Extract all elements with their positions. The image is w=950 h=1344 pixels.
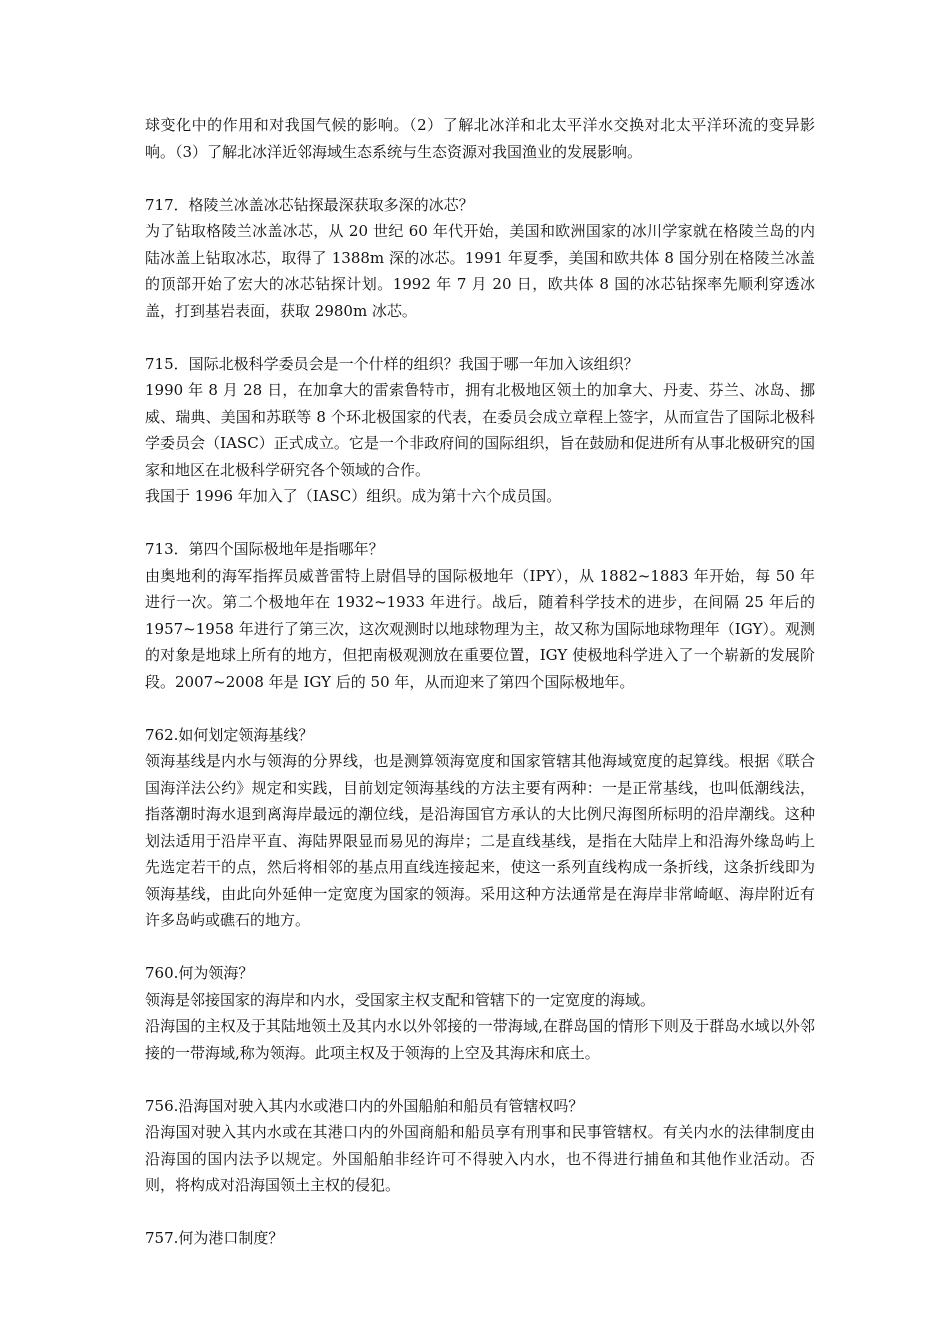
answer-body [145, 218, 815, 324]
question-title: 757.何为港口制度？ [145, 1229, 284, 1247]
answer-body [145, 748, 815, 934]
question-title: 717．格陵兰冰盖冰芯钻探最深获取多深的冰芯？ [145, 195, 474, 214]
answer-text: 沿海国对驶入其内水或在其港口内的外国商船和船员享有刑事和民事管辖权。有关内水的法律制度由沿海国的国内法予以规定。外国船舶非经许可不得驶入内水，也不得进行捕鱼和其他作业活动。否则，将构成对沿海国领土主权的侵犯。 [145, 1123, 815, 1194]
answer-text: 沿海国的主权及于其陆地领土及其内水以外邻接的一带海域,在群岛国的情形下则及于群岛水域以外邻接的一带海域,称为领海。此项主权及于领海的上空及其海床和底土。 [145, 1017, 815, 1062]
qa-entry-760 [145, 960, 815, 1066]
answer-text: 领海基线是内水与领海的分界线，也是测算领海宽度和国家管辖其他海域宽度的起算线。根据《联合国海洋法公约》规定和实践，目前划定领海基线的方法主要有两种：一是正常基线，也叫低潮线法，指落潮时海水退到离海岸最远的潮位线，是沿海国官方承认的大比例尺海图所标明的沿岸潮线。这种划法适用于沿岸平直、海陆界限显而易见的海岸；二是直线基线，是指在大陆岸上和沿海外缘岛屿上先选定若干的点，然后将相邻的基点用直线连接起来，使这一系列直线构成一条折线，这条折线即为领海基线，由此向外延伸一定宽度为国家的领海。采用这种方法通常是在海岸非常崎岖、海岸附近有许多岛屿或礁石的地方。 [145, 752, 815, 929]
answer-text: 为了钻取格陵兰冰盖冰芯，从 20 世纪 60 年代开始，美国和欧洲国家的冰川学家就在格陵兰岛的内陆冰盖上钻取冰芯，取得了 1388m 深的冰芯。1991 年夏季，美国和欧共体 8 国分别在格陵兰冰盖的顶部开始了宏大的冰芯钻探计划。1992 年 7 月 20 日，欧共体 8 国的冰芯钻探率先顺利穿透冰盖，打到基岩表面，获取 2980m 冰芯。 [145, 222, 815, 320]
qa-entry-717 [145, 192, 815, 325]
answer-body [145, 563, 815, 696]
intro-text: 球变化中的作用和对我国气候的影响。（2）了解北冰洋和北太平洋水交换对北太平洋环流的变异影响。（3）了解北冰洋近邻海域生态系统与生态资源对我国渔业的发展影响。 [145, 116, 815, 161]
intro-paragraph [145, 112, 815, 165]
answer-body [145, 377, 815, 510]
question-title: 715．国际北极科学委员会是一个什样的组织？我国于哪一年加入该组织？ [145, 354, 639, 373]
question-title: 713．第四个国际极地年是指哪年？ [145, 540, 384, 558]
answer-text: 由奥地利的海军指挥员威普雷特上尉倡导的国际极地年（IPY），从 1882~1883 年开始，每 50 年进行一次。第二个极地年在 1932~1933 年进行。战后，随着科学技术的进步，在间隔 25 年后的 1957~1958 年进行了第三次，这次观测时以地球物理为主，故又称为国际地球物理年（IGY）。观测的对象是地球上所有的地方，但把南极观测放在重要位置，IGY 使极地科学进入了一个崭新的发展阶段。2007~2008 年是 IGY 后的 50 年，从而迎来了第四个国际极地年。 [145, 566, 815, 691]
answer-text: 我国于 1996 年加入了（IASC）组织。成为第十六个成员国。 [145, 487, 562, 505]
qa-entry-756 [145, 1093, 815, 1199]
answer-text: 1990 年 8 月 28 日，在加拿大的雷索鲁特市，拥有北极地区领土的加拿大、丹麦、芬兰、冰岛、挪威、瑞典、美国和苏联等 8 个环北极国家的代表，在委员会成立章程上签字，从而宣告了国际北极科学委员会（IASC）正式成立。它是一个非政府间的国际组织，旨在鼓励和促进所有从事北极研究的国家和地区在北极科学研究各个领域的合作。 [145, 381, 815, 479]
answer-body [145, 1119, 815, 1199]
question-title: 760.何为领海？ [145, 964, 254, 982]
qa-entry-713 [145, 536, 815, 695]
answer-text: 领海是邻接国家的海岸和内水，受国家主权支配和管辖下的一定宽度的海域。 [145, 990, 656, 1009]
question-title: 762.如何划定领海基线？ [145, 725, 314, 744]
document-page [145, 112, 815, 1252]
qa-entry-715 [145, 351, 815, 510]
qa-entry-757 [145, 1225, 815, 1252]
qa-entry-762 [145, 722, 815, 934]
question-title: 756.沿海国对驶入其内水或港口内的外国船舶和船员有管辖权吗？ [145, 1096, 584, 1115]
answer-body [145, 987, 815, 1067]
